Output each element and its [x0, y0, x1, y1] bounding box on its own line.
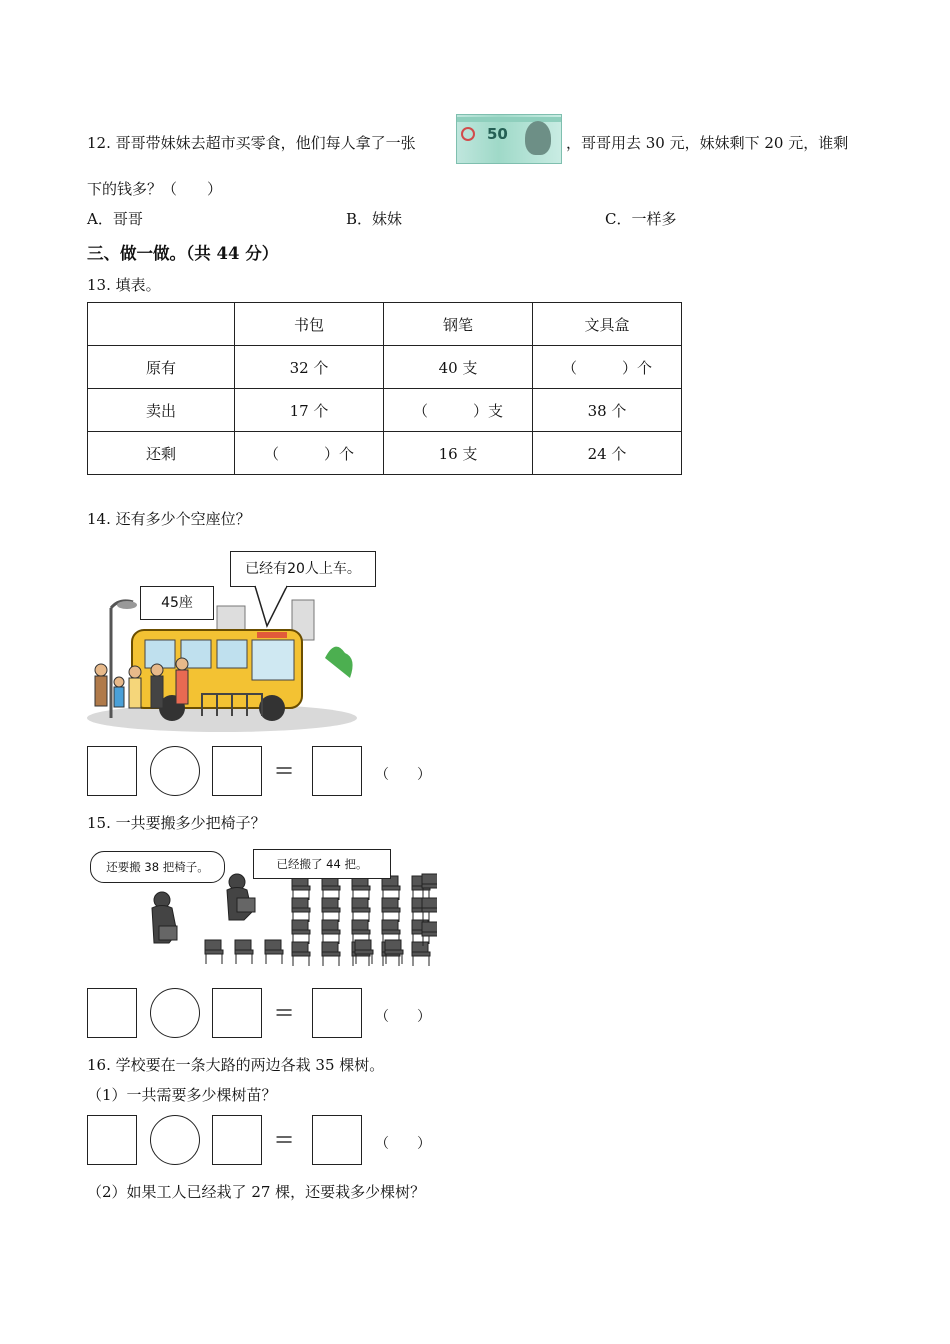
- q14-number: 14.: [87, 510, 111, 528]
- result-box[interactable]: [312, 746, 362, 796]
- table-header: 钢笔: [384, 303, 533, 346]
- chair-icon: [292, 920, 310, 944]
- equals-sign: =: [274, 998, 295, 1026]
- answer-box[interactable]: [212, 746, 262, 796]
- chair-icon: [292, 898, 310, 922]
- left-bubble: 还要搬 38 把椅子。: [90, 851, 225, 883]
- q14-text: 还有多少个空座位？: [115, 510, 251, 528]
- q16-number: 16.: [87, 1056, 111, 1074]
- q16-equation: [87, 1115, 447, 1167]
- q12-option-a: [87, 208, 143, 229]
- national-emblem-icon: [461, 127, 475, 141]
- q15-number: 15.: [87, 814, 111, 832]
- chair-icon: [352, 898, 370, 922]
- table-cell: 38 个: [533, 389, 682, 432]
- chair-icon: [292, 876, 310, 900]
- table-row: [88, 432, 682, 475]
- option-label: C．: [605, 210, 632, 228]
- q15-line: [87, 812, 266, 833]
- chair-icon: [322, 920, 340, 944]
- chair-icon: [322, 898, 340, 922]
- table-row: [88, 303, 682, 346]
- bus-illustration: [87, 548, 377, 734]
- chair-icon: [322, 876, 340, 900]
- chair-icon: [265, 940, 283, 964]
- q13-line: [87, 274, 161, 295]
- chair-icon: [292, 942, 310, 966]
- table-cell: 32 个: [235, 346, 384, 389]
- table-row: [88, 389, 682, 432]
- chair-icon: [385, 940, 403, 964]
- option-label: A．: [87, 210, 113, 228]
- chairs-illustration: [87, 848, 437, 974]
- banknote-value: 50: [487, 125, 508, 143]
- table-blank-cell[interactable]: （ ）个: [533, 346, 682, 389]
- chair-icon: [382, 876, 400, 900]
- chair-icon: [355, 940, 373, 964]
- answer-box[interactable]: [212, 1115, 262, 1165]
- q12-line1: [87, 132, 416, 153]
- table-cell: 17 个: [235, 389, 384, 432]
- q13-number: 13.: [87, 276, 111, 294]
- q12-option-c: [605, 208, 677, 229]
- answer-box[interactable]: [87, 746, 137, 796]
- option-text: 一样多: [631, 210, 677, 228]
- table-cell: 16 支: [384, 432, 533, 475]
- section-title: 三、做一做。（共 44 分）: [87, 244, 279, 263]
- table-header: 书包: [235, 303, 384, 346]
- operator-circle[interactable]: [150, 746, 200, 796]
- equals-sign: =: [274, 756, 295, 784]
- table-blank-cell[interactable]: （ ）个: [235, 432, 384, 475]
- q15-text: 一共要搬多少把椅子？: [115, 814, 266, 832]
- result-box[interactable]: [312, 988, 362, 1038]
- answer-box[interactable]: [212, 988, 262, 1038]
- banknote-image: [456, 114, 562, 164]
- q12-text-part2: ，哥哥用去 30 元，妹妹剩下 20 元，谁剩: [566, 134, 849, 152]
- q13-text: 填表。: [115, 276, 161, 294]
- table-header: 文具盒: [533, 303, 682, 346]
- unit-paren[interactable]: （ ）: [375, 1009, 431, 1025]
- unit-paren[interactable]: （ ）: [375, 767, 431, 783]
- chair-icon: [235, 940, 253, 964]
- q16-sub1: （1）一共需要多少棵树苗？: [87, 1086, 277, 1104]
- q12-text-part3: 下的钱多？（ ）: [87, 180, 223, 198]
- table-cell: [88, 303, 235, 346]
- result-box[interactable]: [312, 1115, 362, 1165]
- table-row: [88, 346, 682, 389]
- answer-box[interactable]: [87, 988, 137, 1038]
- table-blank-cell[interactable]: （ ）支: [384, 389, 533, 432]
- fill-table: [87, 302, 682, 475]
- right-bubble: 已经搬了 44 把。: [253, 849, 391, 879]
- option-text: 哥哥: [112, 210, 143, 228]
- q16-sub2: （2）如果工人已经栽了 27 棵，还要栽多少棵树？: [87, 1183, 426, 1201]
- q16-line: [87, 1054, 384, 1075]
- operator-circle[interactable]: [150, 988, 200, 1038]
- table-cell: 40 支: [384, 346, 533, 389]
- chair-icon: [412, 942, 430, 966]
- q12-number: 12.: [87, 134, 111, 152]
- option-label: B．: [346, 210, 373, 228]
- equals-sign: =: [274, 1125, 295, 1153]
- chair-icon: [382, 898, 400, 922]
- option-text: 妹妹: [372, 210, 403, 228]
- table-cell: 原有: [88, 346, 235, 389]
- q14-line: [87, 508, 251, 529]
- boarded-bubble: 已经有20人上车。: [230, 551, 376, 587]
- q12-text-part1: 哥哥带妹妹去超市买零食，他们每人拿了一张: [115, 134, 416, 152]
- q16-text: 学校要在一条大路的两边各栽 35 棵树。: [115, 1056, 385, 1074]
- bubble-tail-icon: [87, 548, 377, 734]
- chair-icon: [322, 942, 340, 966]
- unit-paren[interactable]: （ ）: [375, 1136, 431, 1152]
- chair-icon: [205, 940, 223, 964]
- q12-option-b: [346, 208, 402, 229]
- q14-equation: [87, 746, 447, 798]
- operator-circle[interactable]: [150, 1115, 200, 1165]
- portrait-icon: [525, 121, 551, 155]
- table-cell: 24 个: [533, 432, 682, 475]
- chair-icon: [352, 876, 370, 900]
- q15-equation: [87, 988, 447, 1040]
- table-cell: 还剩: [88, 432, 235, 475]
- answer-box[interactable]: [87, 1115, 137, 1165]
- table-cell: 卖出: [88, 389, 235, 432]
- seats-bubble: 45座: [140, 586, 214, 620]
